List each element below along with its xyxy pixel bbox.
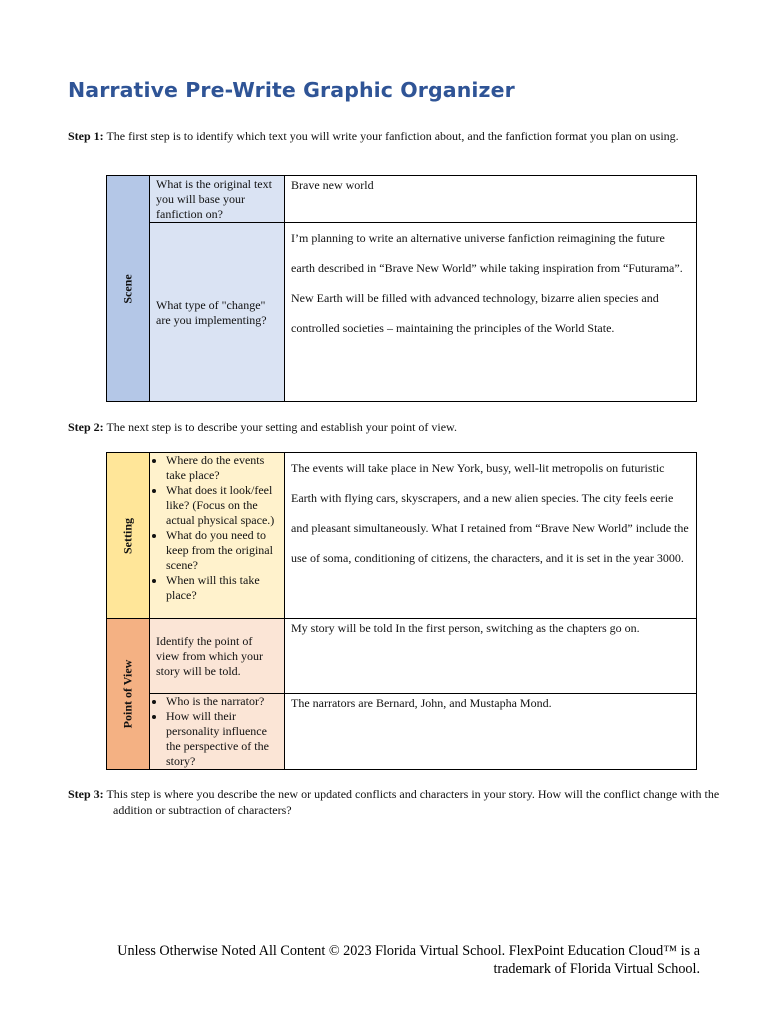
setting-question-item: • What do you need to keep from the original scene? xyxy=(166,528,280,573)
pov-label: Point of View xyxy=(120,659,135,729)
change-type-question: What type of "change" are you implementing? xyxy=(150,223,285,402)
setting-label-cell xyxy=(107,453,150,619)
footer xyxy=(117,942,700,978)
pov-question: Identify the point of view from which your story will be told. xyxy=(150,619,285,694)
pov-answer: My story will be told In the first person, switching as the chapters go on. xyxy=(285,619,697,694)
original-text-answer: Brave new world xyxy=(285,176,697,223)
step-2-label: Step 2: xyxy=(68,420,104,434)
step-1-text: The first step is to identify which text you will write your fanfiction about, and the fanfiction format you plan on using. xyxy=(103,129,679,143)
step-3-instruction xyxy=(68,786,745,818)
pov-label-cell xyxy=(107,619,150,770)
setting-question-item: • What does it look/feel like? (Focus on the actual physical space.) xyxy=(166,483,280,528)
scene-label-cell xyxy=(107,176,150,402)
setting-answer xyxy=(285,453,697,619)
original-text-question: What is the original text you will base your fanfiction on? xyxy=(150,176,285,223)
setting-question-list xyxy=(150,453,284,603)
change-type-answer xyxy=(285,223,697,402)
scene-table xyxy=(106,175,697,402)
narrator-answer: The narrators are Bernard, John, and Mustapha Mond. xyxy=(285,694,697,770)
scene-label: Scene xyxy=(120,273,135,304)
setting-label: Setting xyxy=(120,517,135,554)
step-2-text: The next step is to describe your setting and establish your point of view. xyxy=(103,420,457,434)
setting-question-item: • Where do the events take place? xyxy=(166,453,280,483)
step-3-label: Step 3: xyxy=(68,787,104,801)
setting-pov-table xyxy=(106,452,697,770)
step-1-instruction xyxy=(68,128,745,144)
setting-questions xyxy=(150,453,285,619)
change-type-answer-text: I’m planning to write an alternative universe fanfiction reimagining the future earth described in “Brave New World” while taking inspiration from “Futurama”. New Earth will be filled with advanced technology, bizarre alien species and controlled societies – maintaining the principles of the World State. xyxy=(291,231,683,335)
footer-line-2: trademark of Florida Virtual School. xyxy=(493,961,700,977)
footer-line-1: Unless Otherwise Noted All Content © 2023 Florida Virtual School. FlexPoint Education Cloud™ is a xyxy=(117,943,700,959)
page-title: Narrative Pre-Write Graphic Organizer xyxy=(68,78,515,102)
narrator-question-list xyxy=(150,694,284,769)
setting-question-item: • When will this take place? xyxy=(166,573,280,603)
step-2-instruction xyxy=(68,419,745,435)
step-3-text: This step is where you describe the new or updated conflicts and characters in your story. How will the conflict change with the addition or subtraction of characters? xyxy=(103,787,720,817)
step-1-label: Step 1: xyxy=(68,129,104,143)
setting-answer-text: The events will take place in New York, busy, well-lit metropolis on futuristic Earth with flying cars, skyscrapers, and a new alien species. The city feels eerie and pleasant simultaneously. What I retained from “Brave New World” include the use of soma, conditioning of citizens, the characters, and it is set in the year 3000. xyxy=(291,461,689,565)
narrator-question-item: • How will their personality influence the perspective of the story? xyxy=(166,709,280,769)
narrator-question-item: • Who is the narrator? xyxy=(166,694,280,709)
narrator-questions xyxy=(150,694,285,770)
